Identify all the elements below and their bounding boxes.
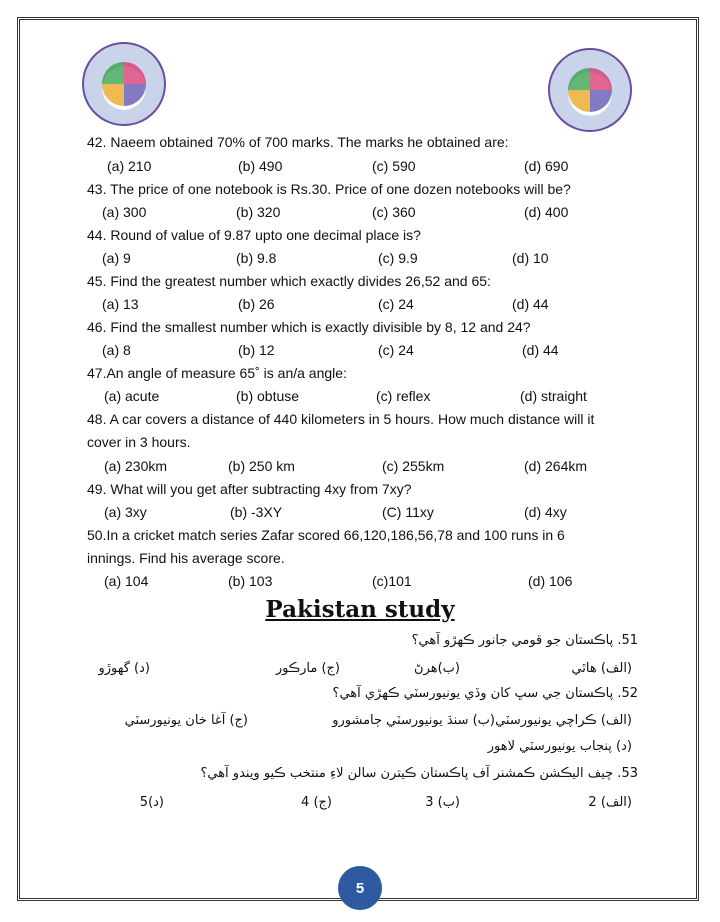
organization-logo-left	[82, 42, 166, 126]
question-47: 47.An angle of measure 65˚ is an/a angle:	[87, 365, 347, 381]
option: (c) 255km	[382, 458, 445, 474]
option: (b) obtuse	[236, 388, 300, 404]
option: (c) 590	[372, 158, 416, 174]
option: (ب) 3	[425, 795, 460, 810]
option: (د) گهوڙو	[98, 661, 150, 676]
question-44: 44. Round of value of 9.87 upto one decimal place is?	[87, 227, 421, 243]
option: (الف) هاٿي	[571, 661, 632, 676]
option: (b) 9.8	[236, 250, 277, 266]
question-52: 52. پاڪستان جي سڀ کان وڏي يونيورسٽي ڪهڙي آهي؟	[332, 686, 638, 701]
option: (ج) آغا خان يونيورسٽي	[124, 713, 248, 728]
option: (c)101	[372, 573, 412, 589]
option: (a) 8	[102, 342, 131, 358]
option: (ج) 4	[301, 795, 332, 810]
question-53: 53. چيف اليڪشن ڪمشنر آف پاڪستان ڪيترن سالن لاءِ منتخب ڪيو ويندو آهي؟	[200, 766, 638, 781]
option: (الف) 2	[588, 795, 632, 810]
option: (d) 4xy	[524, 504, 567, 520]
option: (b) -3XY	[230, 504, 283, 520]
option: (الف) ڪراچي يونيورسٽي	[495, 713, 632, 728]
option: (d) straight	[520, 388, 587, 404]
option: (b) 490	[238, 158, 283, 174]
logo-emblem-icon	[568, 68, 612, 112]
page-number: 5	[338, 866, 382, 910]
option: (a) 13	[102, 296, 139, 312]
option: (b) 26	[238, 296, 275, 312]
question-48-continued: cover in 3 hours.	[87, 434, 191, 450]
option: (a) 104	[104, 573, 149, 589]
question-48: 48. A car covers a distance of 440 kilometers in 5 hours. How much distance will it	[87, 411, 595, 427]
option: (d) 44	[512, 296, 549, 312]
question-49: 49. What will you get after subtracting 4xy from 7xy?	[87, 481, 412, 497]
option: (b) 103	[228, 573, 273, 589]
option: (d) 264km	[524, 458, 588, 474]
option: (ج) مارڪور	[275, 661, 340, 676]
option: (a) 300	[102, 204, 147, 220]
option: (b) 12	[238, 342, 275, 358]
question-45: 45. Find the greatest number which exactly divides 26,52 and 65:	[87, 273, 491, 289]
option: (c) reflex	[376, 388, 431, 404]
option: (C) 11xy	[382, 504, 434, 520]
question-43: 43. The price of one notebook is Rs.30. Price of one dozen notebooks will be?	[87, 181, 571, 197]
question-50-continued: innings. Find his average score.	[87, 550, 285, 566]
organization-logo-right	[548, 48, 632, 132]
option: (d) 690	[524, 158, 569, 174]
option: (a) 3xy	[104, 504, 147, 520]
option: (a) 230km	[104, 458, 168, 474]
option: (د)5	[139, 795, 164, 810]
question-50: 50.In a cricket match series Zafar scored 66,120,186,56,78 and 100 runs in 6	[87, 527, 565, 543]
logo-emblem-icon	[102, 62, 146, 106]
option: (a) acute	[104, 388, 160, 404]
option: (د) پنجاب يونيورسٽي لاهور	[487, 739, 632, 754]
option: (c) 24	[378, 296, 414, 312]
option: (c) 9.9	[378, 250, 418, 266]
question-46: 46. Find the smallest number which is exactly divisible by 8, 12 and 24?	[87, 319, 531, 335]
question-42: 42. Naeem obtained 70% of 700 marks. The marks he obtained are:	[87, 134, 509, 150]
option: (d) 400	[524, 204, 569, 220]
option: (a) 210	[107, 158, 152, 174]
option: (a) 9	[102, 250, 131, 266]
option: (d) 106	[528, 573, 573, 589]
option: (d) 10	[512, 250, 549, 266]
option: (b) 250 km	[228, 458, 295, 474]
question-51: 51. پاڪستان جو قومي جانور ڪهڙو آهي؟	[411, 633, 638, 648]
option: (c) 360	[372, 204, 416, 220]
option: (d) 44	[522, 342, 559, 358]
option: (ب)هرڻ	[414, 661, 460, 676]
option: (ب) سنڌ يونيورسٽي ڄامشورو	[332, 713, 495, 728]
option: (b) 320	[236, 204, 281, 220]
option: (c) 24	[378, 342, 414, 358]
section-heading: Pakistan study	[265, 596, 455, 623]
